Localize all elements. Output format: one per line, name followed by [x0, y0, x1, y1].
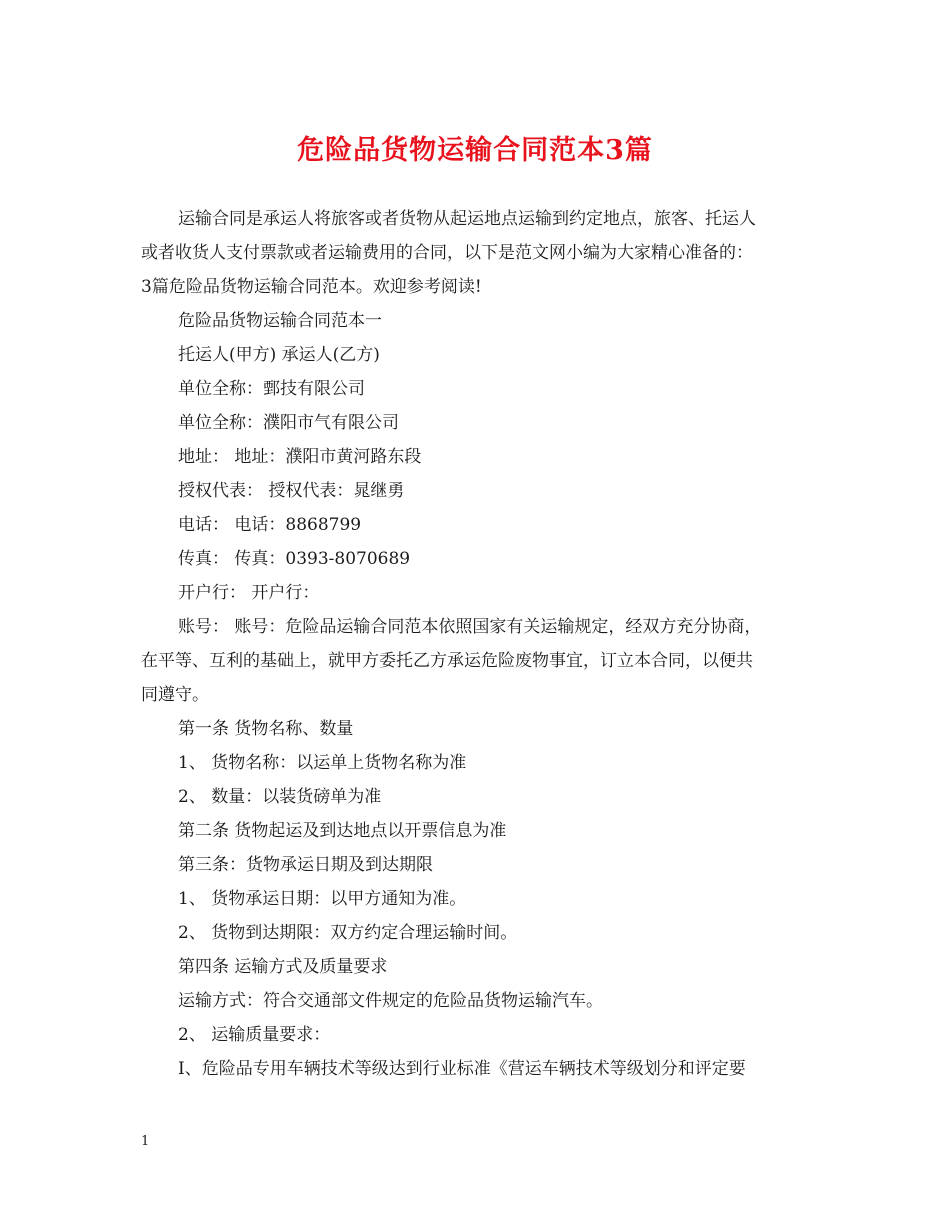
list-item: 1、 货物承运日期：以甲方通知为准。 — [178, 889, 467, 909]
paragraph-line: 开户行： 开户行： — [178, 583, 320, 603]
paragraph-line: 单位全称：濮阳市气有限公司 — [178, 413, 399, 433]
paragraph-line: 同遵守。 — [141, 685, 209, 705]
paragraph-line: 授权代表： 授权代表：晁继勇 — [178, 481, 405, 501]
paragraph-line: 托运人(甲方) 承运人(乙方) — [178, 345, 380, 365]
list-item: 2、 数量：以装货磅单为准 — [178, 787, 382, 807]
article-heading: 第三条：货物承运日期及到达期限 — [178, 855, 433, 875]
article-heading: 第四条 运输方式及质量要求 — [178, 957, 388, 977]
paragraph-line: 运输方式：符合交通部文件规定的危险品货物运输汽车。 — [178, 991, 603, 1011]
page-number: 1 — [141, 1134, 150, 1149]
paragraph-line: 在平等、互利的基础上，就甲方委托乙方承运危险废物事宜，订立本合同，以便共 — [141, 651, 753, 671]
list-item: 2、 运输质量要求： — [178, 1025, 331, 1045]
article-heading: 第二条 货物起运及到达地点以开票信息为准 — [178, 821, 507, 841]
section-heading: 危险品货物运输合同范本一 — [178, 311, 382, 331]
paragraph-line: 3篇危险品货物运输合同范本。欢迎参考阅读! — [141, 277, 482, 297]
paragraph-line: 单位全称：鄄技有限公司 — [178, 379, 365, 399]
paragraph-line: 电话： 电话：8868799 — [178, 515, 362, 535]
list-item: Ⅰ、危险品专用车辆技术等级达到行业标准《营运车辆技术等级划分和评定要 — [178, 1059, 746, 1079]
paragraph-line: 账号： 账号：危险品运输合同范本依照国家有关运输规定，经双方充分协商， — [178, 617, 762, 637]
document-title: 危险品货物运输合同范本3篇 — [297, 135, 653, 166]
list-item: 2、 货物到达期限：双方约定合理运输时间。 — [178, 923, 518, 943]
paragraph-line: 或者收货人支付票款或者运输费用的合同，以下是范文网小编为大家精心准备的： — [141, 243, 753, 263]
paragraph-line: 运输合同是承运人将旅客或者货物从起运地点运输到约定地点，旅客、托运人 — [178, 209, 756, 229]
article-heading: 第一条 货物名称、数量 — [178, 719, 354, 739]
list-item: 1、 货物名称：以运单上货物名称为准 — [178, 753, 467, 773]
paragraph-line: 地址： 地址：濮阳市黄河路东段 — [178, 447, 422, 467]
paragraph-line: 传真： 传真：0393-8070689 — [178, 549, 411, 569]
